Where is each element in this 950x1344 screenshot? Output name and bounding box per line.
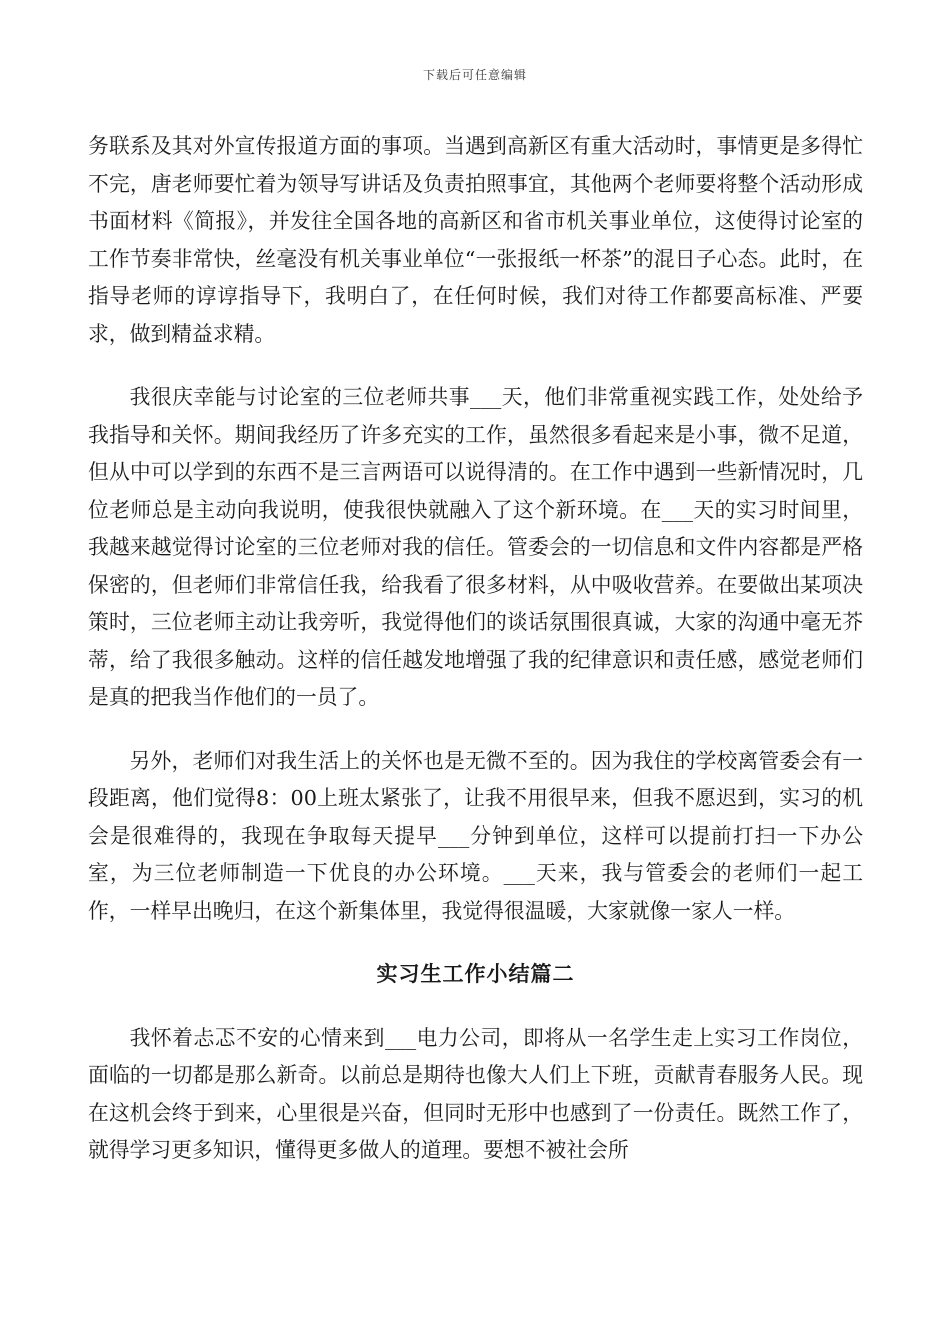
section-title: 实习生工作小结篇二 [376, 962, 575, 986]
paragraph-spacer [88, 994, 863, 1020]
paragraph-spacer [88, 930, 863, 956]
page-header: 下载后可任意编辑 [422, 68, 527, 82]
paragraph-colleagues: 我很庆幸能与讨论室的三位老师共事___天，他们非常重视实践工作，处处给予我指导和关怀。期间我经历了许多充实的工作，虽然很多看起来是小事，微不足道，但从中可以学到的东西不是三言两语可以说得清的。在工作中遇到一些新情况时，几位老师总是主动向我说明，使我很快就融入了这个新环境。在___天的实习时间里，我越来越觉得讨论室的三位老师对我的信任。管委会的一切信息和文件内容都是严格保密的，但老师们非常信任我，给我看了很多材料，从中吸收营养。在要做出某项决策时，三位老师主动让我旁听，我觉得他们的谈话氛围很真诚，大家的沟通中毫无芥蒂，给了我很多触动。这样的信任越发地增强了我的纪律意识和责任感，感觉老师们是真的把我当作他们的一员了。 [88, 385, 863, 709]
paragraph-section-two: 我怀着忐忑不安的心情来到___电力公司，即将从一名学生走上实习工作岗位，面临的一切都是那么新奇。以前总是期待也像大人们上下班，贡献青春服务人民。现在这机会终于到来，心里很是兴奋，但同时无形中也感到了一份责任。既然工作了，就得学习更多知识，懂得更多做人的道理。要想不被社会所 [88, 1025, 863, 1162]
paragraph-spacer [88, 717, 863, 743]
paragraph-life-care: 另外，老师们对我生活上的关怀也是无微不至的。因为我住的学校离管委会有一段距离，他们觉得8：00上班太紧张了，让我不用很早来，但我不愿迟到，实习的机会是很难得的，我现在争取每天提早___分钟到单位，这样可以提前打扫一下办公室，为三位老师制造一下优良的办公环境。___天来，我与管委会的老师们一起工作，一样早出晚归，在这个新集体里，我觉得很温暖，大家就像一家人一样。 [88, 748, 863, 923]
document-body [88, 128, 863, 1170]
paragraph-continuation: 务联系及其对外宣传报道方面的事项。当遇到高新区有重大活动时，事情更是多得忙不完，唐老师要忙着为领导写讲话及负责拍照事宜，其他两个老师要将整个活动形成书面材料《简报》，并发往全国各地的高新区和省市机关事业单位，这使得讨论室的工作节奏非常快，丝毫没有机关事业单位“一张报纸一杯茶”的混日子心态。此时，在指导老师的谆谆指导下，我明白了，在任何时候，我们对待工作都要高标准、严要求，做到精益求精。 [88, 134, 863, 346]
paragraph-spacer [88, 353, 863, 379]
